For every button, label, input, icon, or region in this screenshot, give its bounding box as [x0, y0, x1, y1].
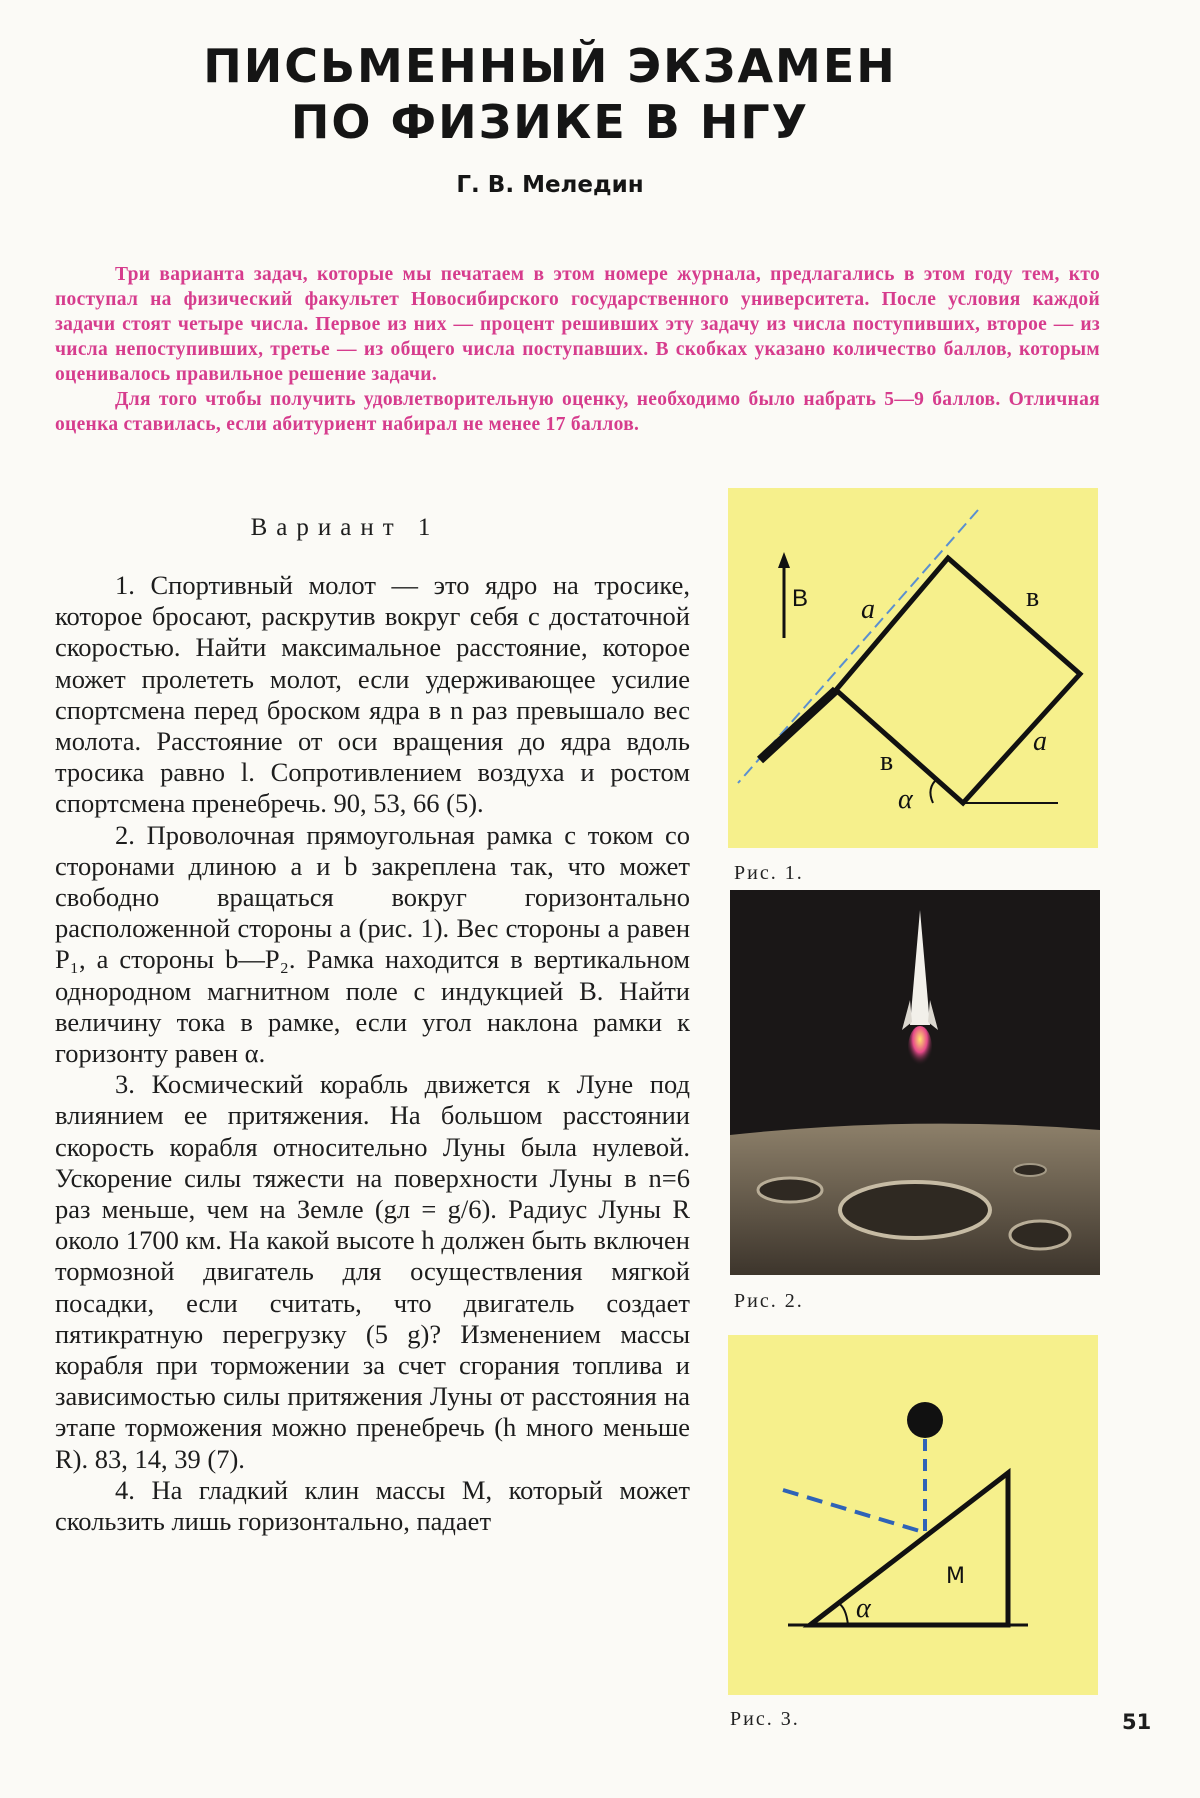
page-number: 51: [1122, 1710, 1152, 1734]
crater-left: [758, 1178, 822, 1202]
problem-3-text-after: . Радиус Луны R около 1700 км. На какой высоте h должен быть включен тормозной двигатель для осуществления мягкой посадки, если считать, что двигатель создает пятикратную перегрузку (5 g)? Изменением массы корабля при торможении за счет сгорания топлива и зависимостью силы притяжения Луны от расстояния на этапе торможения можно пренебречь (h много меньше R). 83, 14, 39 (7).: [55, 1194, 690, 1474]
falling-ball: [907, 1402, 943, 1438]
problem-3-number: 3.: [115, 1069, 135, 1100]
page-title: [0, 38, 1100, 150]
figure-3-background: [728, 1335, 1098, 1695]
crater-right: [1010, 1221, 1070, 1249]
problem-2-text: Проволочная прямоугольная рамка с током со сторонами длиною a и b закреплена так, что может свободно вращаться вокруг горизонтально расположенной стороны a (рис. 1). Вес стороны a равен P₁, а стороны b—P₂. Рамка находится в вертикальном однородном магнитном поле с индукцией B. Найти величину тока в рамке, если угол наклона рамки к горизонту равен α.: [55, 819, 691, 1069]
label-b-top: в: [1026, 582, 1040, 613]
wedge-label-alpha: α: [856, 1593, 871, 1624]
problem-4: [55, 1475, 690, 1537]
problem-list: [55, 570, 690, 1537]
problem-3-formula: (gл = g/6): [374, 1194, 491, 1225]
problem-2: [55, 820, 690, 1070]
figure-3-caption: Рис. 3.: [730, 1708, 800, 1730]
figure-3: [728, 1335, 1098, 1695]
rocket-flame: [908, 1026, 932, 1070]
wedge-label-M: M: [946, 1564, 965, 1589]
label-a-right: a: [1033, 726, 1047, 757]
problem-4-text: На гладкий клин массы M, который может скользить лишь горизонтально, падает: [55, 1474, 691, 1537]
title-line-1: ПИСЬМЕННЫЙ ЭКЗАМЕН: [203, 39, 897, 93]
figure-2: [730, 890, 1100, 1275]
problem-3-text-before: Космический корабль движется к Луне под влиянием ее притяжения. На большом расстоянии скорость корабля относительно Луны была нулевой. Ускорение силы тяжести на поверхности Луны в n=6 раз меньше, чем на Земле: [55, 1069, 690, 1225]
label-B: B: [792, 585, 809, 612]
problem-1: [55, 570, 690, 820]
problem-3: [55, 1069, 690, 1475]
title-line-2: ПО ФИЗИКЕ В НГУ: [290, 95, 810, 149]
variant-heading: Вариант 1: [250, 514, 440, 541]
figure-2-image: [730, 890, 1100, 1275]
figure-2-caption: Рис. 2.: [734, 1290, 804, 1312]
label-a-top: a: [861, 594, 875, 625]
intro-paragraph-1: Три варианта задач, которые мы печатаем в этом номере журнала, предлагались в этом году тем, кто поступал на физический факультет Новосибирского государственного университета. После условия каждой задачи стоят четыре числа. Первое из них — процент решивших эту задачу из числа поступивших, второе — из числа непоступивших, третье — из общего числа поступавших. В скобках указано количество баллов, которым оценивалось правильное решение задачи.: [55, 264, 1100, 385]
figure-3-drawing: [728, 1335, 1098, 1695]
label-b-bottom: в: [880, 746, 894, 777]
crater-large: [840, 1182, 990, 1238]
problem-1-text: Спортивный молот — это ядро на тросике, которое бросают, раскрутив вокруг себя с достаточной скоростью. Найти максимальное расстояние, которое может пролететь молот, если удерживающее усилие спортсмена перед броском ядра в n раз превышало вес молота. Расстояние от оси вращения до ядра вдоль тросика равно l. Сопротивлением воздуха и ростом спортсмена пренебречь. 90, 53, 66 (5).: [55, 570, 690, 819]
problem-1-number: 1.: [115, 570, 135, 600]
figure-1-background: [728, 488, 1098, 848]
intro-paragraph-2: Для того чтобы получить удовлетворительную оценку, необходимо было набрать 5—9 баллов. Отличная оценка ставилась, если абитуриент набирал не менее 17 баллов.: [55, 389, 1100, 435]
problem-4-number: 4.: [115, 1474, 135, 1505]
problem-2-number: 2.: [115, 819, 135, 850]
figure-1-caption: Рис. 1.: [734, 862, 804, 884]
author: Г. В. Меледин: [456, 172, 644, 198]
label-alpha: α: [898, 784, 913, 815]
figure-1-drawing: [728, 488, 1098, 848]
intro-block: [55, 262, 1100, 437]
figure-1: [728, 488, 1098, 848]
crater-small: [1014, 1164, 1046, 1176]
